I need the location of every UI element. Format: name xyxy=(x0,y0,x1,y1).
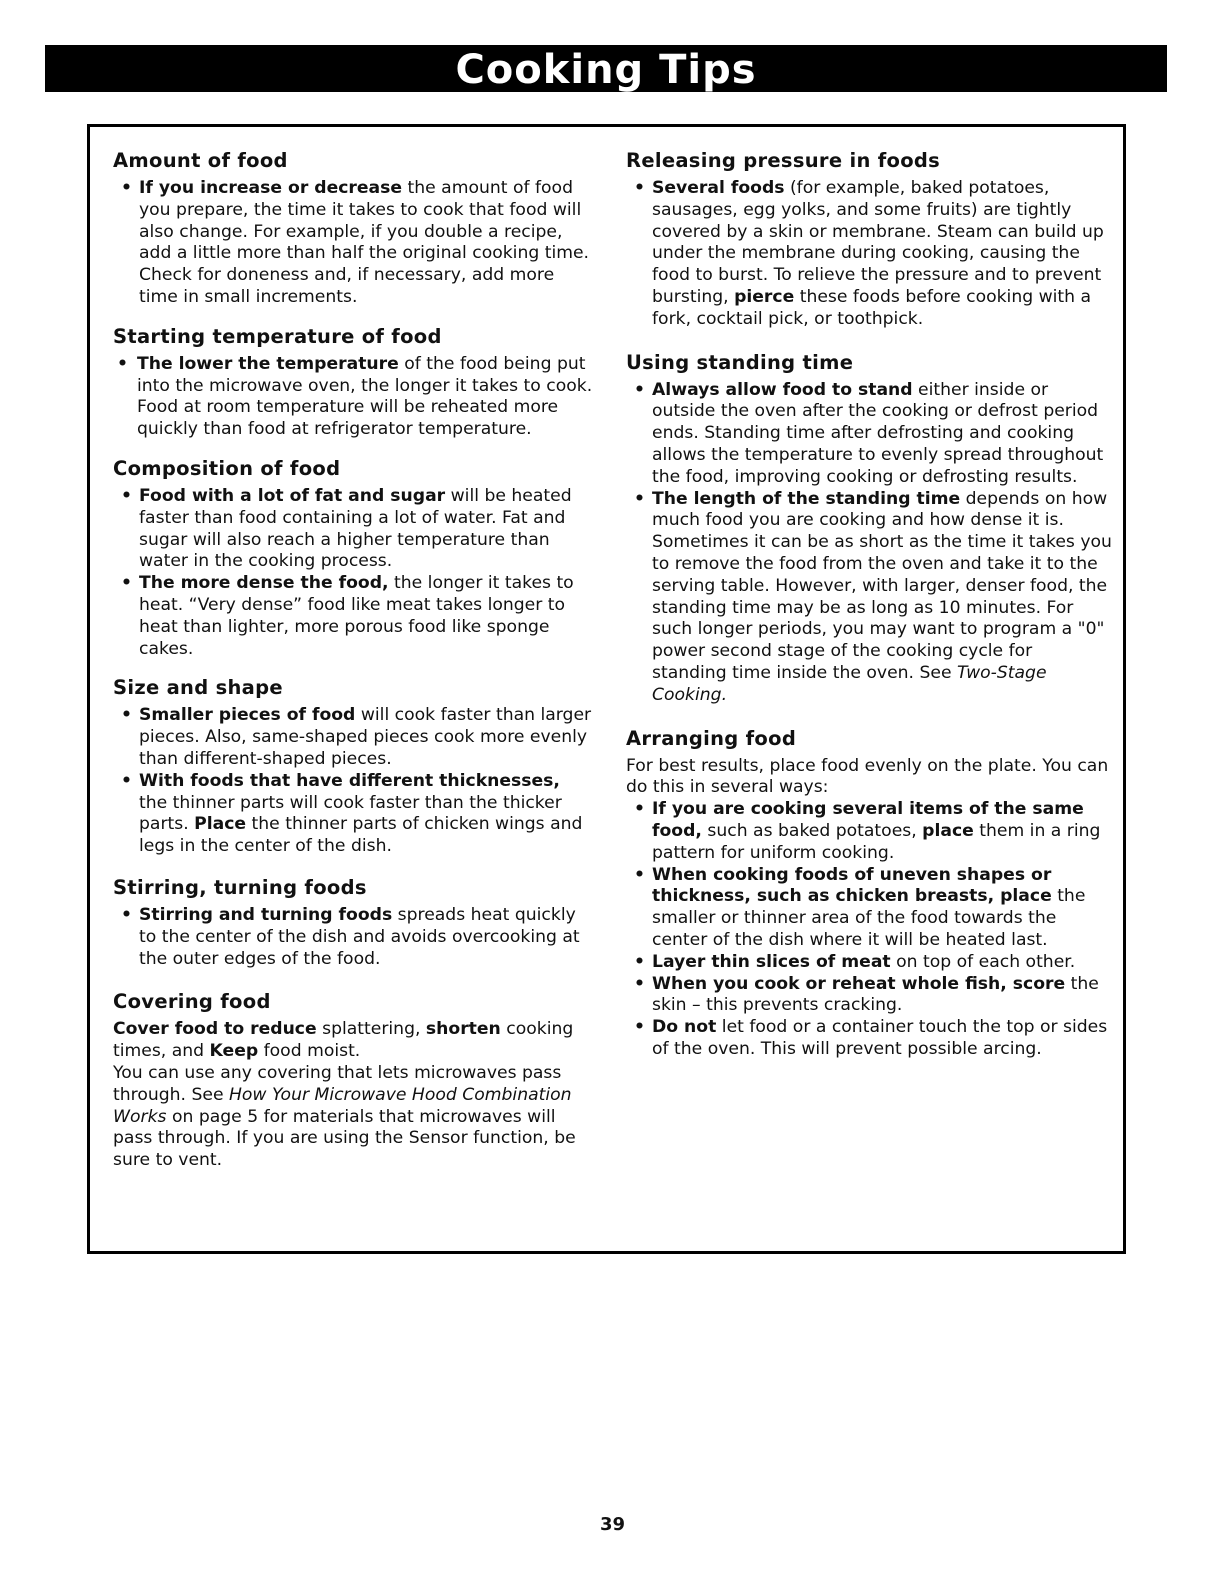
body-text: You can use any covering that lets microwaves pass through. See xyxy=(113,1062,562,1105)
bullet-icon: • xyxy=(634,864,645,885)
bold-text: Always allow food to stand xyxy=(652,379,913,400)
section-heading: Size and shape xyxy=(113,676,283,700)
bold-text: The length of the standing time xyxy=(652,488,961,509)
bullet-icon: • xyxy=(634,379,645,400)
list-item xyxy=(113,178,593,309)
bold-text: Cover food to reduce xyxy=(113,1019,317,1040)
section-heading: Arranging food xyxy=(626,726,797,750)
section-starting-temperature xyxy=(113,325,593,441)
body-text: (for example, baked potatoes, sausages, egg yolks, and some fruits) are tightly covered by a skin or membrane. Steam can build up under the membrane during cooking, causing the food to burst. To relieve the pressure and to prevent bursting, xyxy=(652,178,1104,307)
bullet-icon: • xyxy=(634,951,645,972)
bold-text: If you increase or decrease xyxy=(139,178,403,198)
bold-text: shorten xyxy=(425,1019,501,1040)
body-text: them in a ring pattern for uniform cooking. xyxy=(652,820,1101,863)
bold-text: The more dense the food, xyxy=(139,573,389,594)
body-text: depends on how much food you are cooking and how dense it is. Sometimes it can be as short as the time it takes you to remove the food from the oven and take it to the serving table. However, with larger, denser food, the standing time may be as long as 10 minutes. For such longer periods, you may want to program a "0" power second stage of the cooking cycle for standing time inside the oven. See xyxy=(652,488,1112,683)
bullet-list xyxy=(626,380,1112,707)
bold-text: Several foods xyxy=(652,178,785,198)
page-title: Cooking Tips xyxy=(455,47,757,93)
body-text: on top of each other. xyxy=(890,951,1076,972)
content-frame xyxy=(87,124,1126,1254)
bullet-list xyxy=(113,905,593,970)
body-text: such as baked potatoes, xyxy=(701,820,923,841)
section-arranging-food xyxy=(626,727,1112,1061)
bullet-icon: • xyxy=(121,178,132,198)
paragraph xyxy=(113,1063,593,1172)
bullet-icon: • xyxy=(634,488,645,509)
page-number: 39 xyxy=(599,1514,626,1535)
section-releasing-pressure xyxy=(626,149,1112,331)
list-item xyxy=(626,865,1112,952)
body-text: food moist. xyxy=(258,1041,361,1062)
bullet-list xyxy=(113,486,593,660)
list-item xyxy=(113,354,593,441)
body-text: these foods before cooking with a fork, cocktail pick, or toothpick. xyxy=(652,286,1092,329)
body-text: the amount of food you prepare, the time it takes to cook that food will also change. For example, if you double a recipe, add a little more than half the original cooking time. Check for doneness and, if necessary, add more time in small increments. xyxy=(139,178,590,307)
body-text: the thinner parts of chicken wings and legs in the center of the dish. xyxy=(139,814,583,857)
italic-text: Two-Stage Cooking. xyxy=(652,662,1047,705)
section-heading: Composition of food xyxy=(113,456,341,480)
bold-text: When you cook or reheat whole fish, score xyxy=(652,973,1066,994)
list-item xyxy=(626,1017,1112,1061)
list-item xyxy=(113,486,593,573)
bullet-icon: • xyxy=(121,705,132,726)
body-text: will cook faster than larger pieces. Also, same-shaped pieces cook more evenly than different-shaped pieces. xyxy=(139,705,592,769)
body-text: either inside or outside the oven after the cooking or defrost period ends. Standing time after defrosting and cooking allows the temperature to evenly spread throughout the food, improving cooking or defrosting results. xyxy=(652,379,1104,487)
title-bar xyxy=(45,45,1167,92)
italic-text: How Your Microwave Hood Combination Works xyxy=(113,1084,572,1127)
list-item xyxy=(626,799,1112,864)
body-text: the smaller or thinner area of the food towards the center of the dish where it will be heated last. xyxy=(652,886,1086,950)
bullet-icon: • xyxy=(634,799,645,820)
section-heading: Stirring, turning foods xyxy=(113,875,367,899)
bullet-icon: • xyxy=(634,973,645,994)
section-heading: Amount of food xyxy=(113,149,288,172)
section-heading: Using standing time xyxy=(626,350,854,374)
bold-text: If you are cooking several items of the same food, xyxy=(652,799,1084,841)
list-item xyxy=(626,952,1112,974)
section-amount-of-food xyxy=(113,149,593,309)
bullet-icon: • xyxy=(634,1017,645,1038)
body-text: the skin – this prevents cracking. xyxy=(652,973,1099,1016)
bold-text: Stirring and turning foods xyxy=(139,904,393,925)
section-size-and-shape xyxy=(113,676,593,858)
bullet-icon: • xyxy=(634,178,645,198)
bullet-list xyxy=(113,705,593,858)
list-item xyxy=(626,178,1112,331)
section-stirring xyxy=(113,876,593,970)
body-text: let food or a container touch the top or sides of the oven. This will prevent possible arcing. xyxy=(652,1017,1108,1059)
section-heading: Releasing pressure in foods xyxy=(626,149,941,172)
bold-text: Layer thin slices of meat xyxy=(652,951,891,972)
bullet-list xyxy=(113,178,593,309)
section-heading: Starting temperature of food xyxy=(113,324,442,348)
body-text: the thinner parts will cook faster than the thicker parts. xyxy=(139,792,562,835)
list-item xyxy=(626,974,1112,1018)
list-item xyxy=(113,905,593,970)
bold-text: place xyxy=(922,820,974,841)
list-item xyxy=(113,771,593,858)
bold-text: Place xyxy=(194,814,247,835)
bullet-list xyxy=(626,799,1112,1061)
list-item xyxy=(626,380,1112,489)
body-text: cooking times, and xyxy=(113,1019,574,1062)
bullet-list xyxy=(113,354,593,441)
bullet-icon: • xyxy=(121,770,132,791)
bold-text: With foods that have different thicknesses, xyxy=(139,770,560,791)
list-item xyxy=(626,489,1112,707)
bullet-icon: • xyxy=(121,904,132,925)
section-standing-time xyxy=(626,351,1112,707)
bold-text: pierce xyxy=(734,286,795,307)
body-text: of the food being put into the microwave oven, the longer it takes to cook. Food at room temperature will be reheated more quickly than food at refrigerator temperature. xyxy=(137,353,593,440)
body-text: on page 5 for materials that microwaves will pass through. If you are using the Sensor function, be sure to vent. xyxy=(113,1106,576,1171)
bold-text: When cooking foods of uneven shapes or thickness, such as chicken breasts, place xyxy=(652,864,1052,907)
bullet-icon: • xyxy=(117,353,128,374)
list-item xyxy=(113,705,593,770)
bold-text: Smaller pieces of food xyxy=(139,705,356,726)
bold-text: Keep xyxy=(209,1041,259,1062)
left-column xyxy=(113,149,593,1172)
bullet-list xyxy=(626,178,1112,331)
body-text: the longer it takes to heat. “Very dense” food like meat takes longer to heat than lighter, more porous food like sponge cakes. xyxy=(139,573,574,659)
bullet-icon: • xyxy=(121,573,132,594)
bold-text: The lower the temperature xyxy=(137,353,399,374)
section-covering-food xyxy=(113,990,593,1172)
section-heading: Covering food xyxy=(113,990,271,1014)
body-text: will be heated faster than food containing a lot of water. Fat and sugar will also reach a higher temperature than water in the cooking process. xyxy=(139,485,572,572)
bullet-icon: • xyxy=(121,485,132,506)
bold-text: Do not xyxy=(652,1017,717,1038)
body-text: spreads heat quickly to the center of the dish and avoids overcooking at the outer edges of the food. xyxy=(139,904,580,969)
list-item xyxy=(113,573,593,660)
body-text: splattering, xyxy=(316,1019,426,1040)
section-composition xyxy=(113,457,593,660)
paragraph: For best results, place food evenly on the plate. You can do this in several ways: xyxy=(626,755,1109,798)
paragraph xyxy=(113,1019,593,1063)
right-column xyxy=(626,149,1112,1061)
bold-text: Food with a lot of fat and sugar xyxy=(139,485,446,506)
